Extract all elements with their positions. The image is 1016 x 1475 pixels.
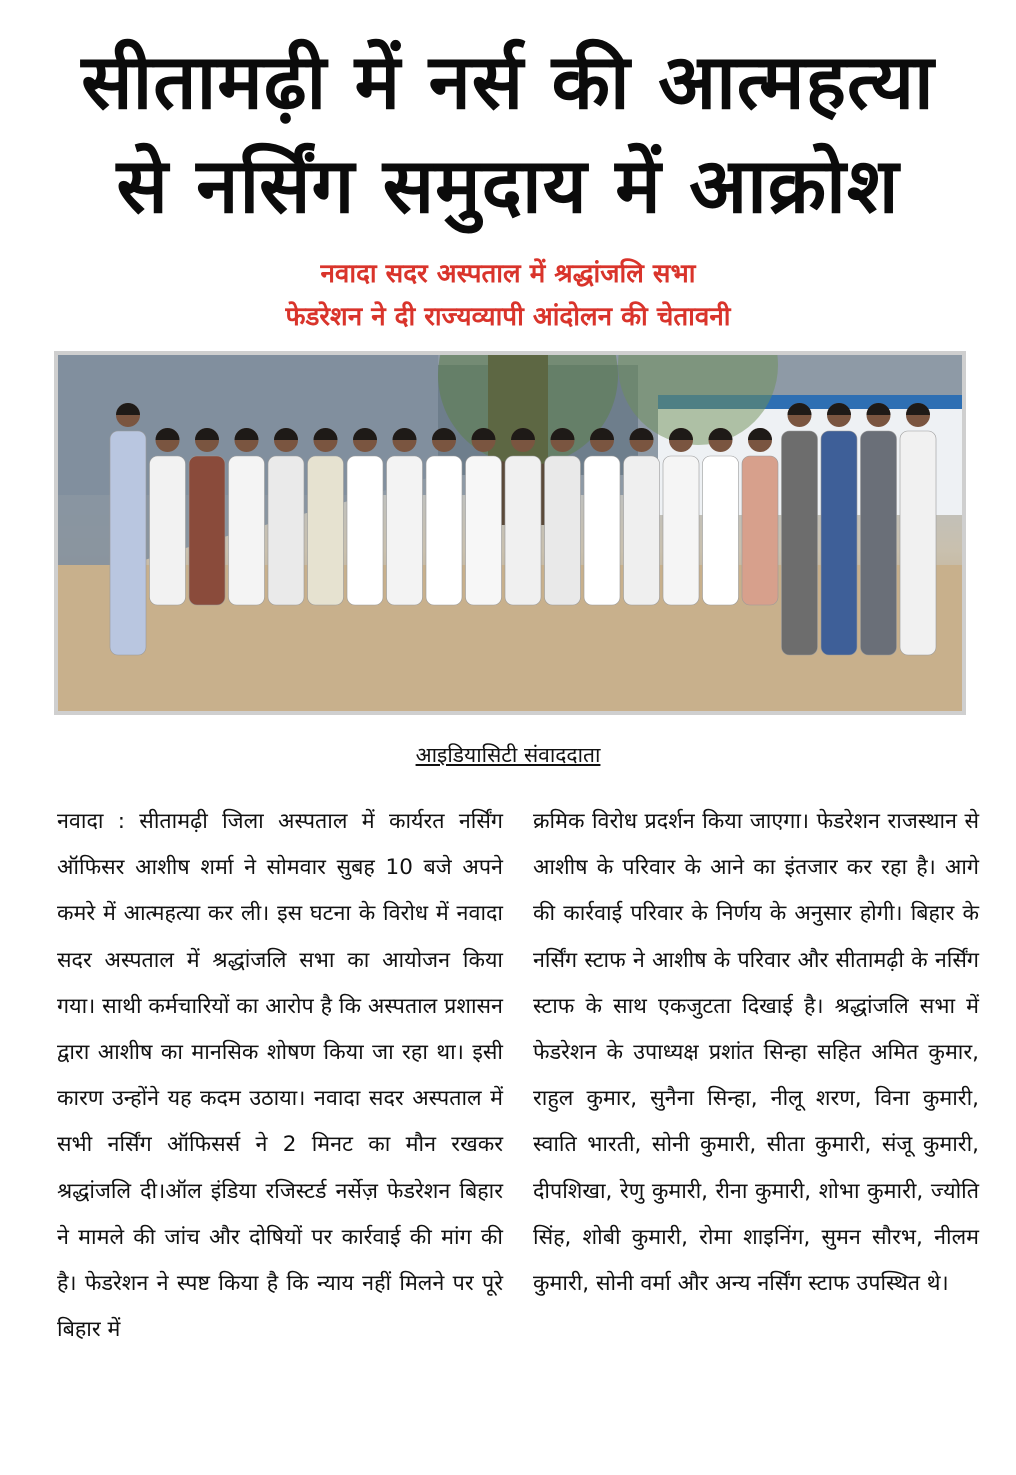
article-column-left: नवादा : सीतामढ़ी जिला अस्पताल में कार्यरत नर्सिंग ऑफिसर आशीष शर्मा ने सोमवार सुबह 10 बजे अपने कमरे में आत्महत्या कर ली। इस घटना के विरोध में नवादा सदर अस्पताल में श्रद्धांजलि सभा का आयोजन किया गया। साथी कर्मचारियों का आरोप है कि अस्पताल प्रशासन द्वारा आशीष का मानसिक शोषण किया जा रहा था। इसी कारण उन्होंने यह कदम उठाया। नवादा सदर अस्पताल में सभी नर्सिंग ऑफिसर्स ने 2 मिनट का मौन रखकर श्रद्धांजलि दी।ऑल इंडिया रजिस्टर्ड नर्सेज़ फेडरेशन बिहार ने मामले की जांच और दोषियों पर कार्रवाई की मांग की है। फेडरेशन ने स्पष्ट किया है कि न्याय नहीं मिलने पर पूरे बिहार में [57,809,503,1343]
headline-line-2: से नर्सिंग समुदाय में आक्रोश [116,141,900,230]
subheadline-line-1: नवादा सदर अस्पताल में श्रद्धांजलि सभा [320,259,696,289]
photo-person [821,403,857,655]
headline-line-1: सीतामढ़ी में नर्स की आत्महत्या [81,37,935,126]
photo-person [861,403,897,655]
group-photo-illustration [58,355,962,711]
photo-person [900,403,936,655]
photo-person [782,403,818,655]
photo-person [110,403,146,655]
byline: आइडियासिटी संवाददाता [415,743,601,767]
subheadline-line-2: फेडरेशन ने दी राज्यव्यापी आंदोलन की चेतावनी [285,302,731,332]
news-photo [54,351,966,715]
article-column-right: क्रमिक विरोध प्रदर्शन किया जाएगा। फेडरेशन राजस्थान से आशीष के परिवार के आने का इंतजार कर रहा है। आगे की कार्रवाई परिवार के निर्णय के अनुसार होगी। बिहार के नर्सिंग स्टाफ ने आशीष के परिवार और सीतामढ़ी के नर्सिंग स्टाफ के साथ एकजुटता दिखाई है। श्रद्धांजलि सभा में फेडरेशन के उपाध्यक्ष प्रशांत सिन्हा सहित अमित कुमार, राहुल कुमार, सुनैना सिन्हा, नीलू शरण, विना कुमारी, स्वाति भारती, सोनी कुमारी, सीता कुमारी, संजू कुमारी, दीपशिखा, रेणु कुमारी, रीना कुमारी, शोभा कुमारी, ज्योति सिंह, शोबी कुमारी, रोमा शाइनिंग, सुमन सौरभ, नीलम कुमारी, सोनी वर्मा और अन्य नर्सिंग स्टाफ उपस्थित थे। [533,809,979,1297]
